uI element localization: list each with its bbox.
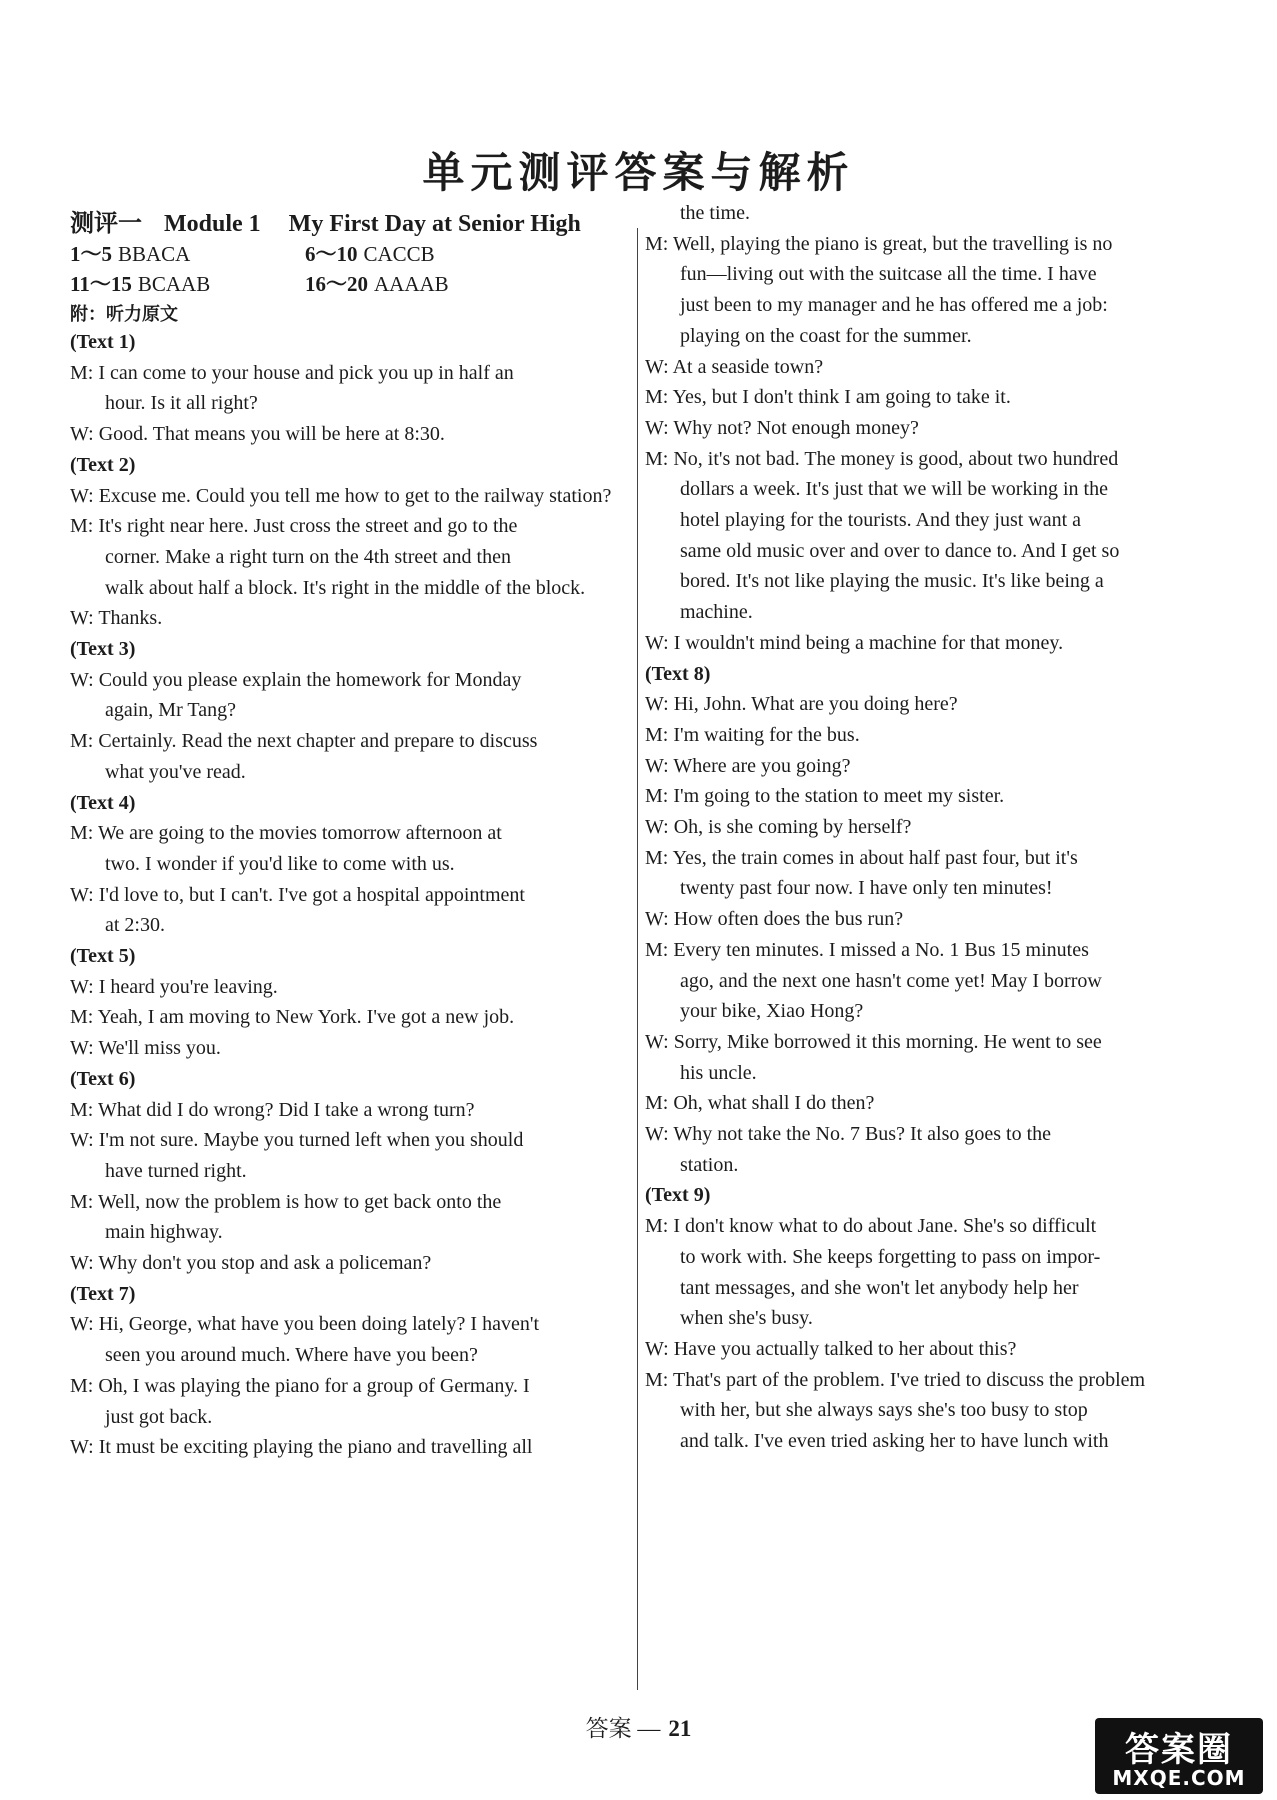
answer-range: 11～15	[70, 272, 132, 296]
transcript-line: W: Why not take the No. 7 Bus? It also goes to the	[645, 1123, 1052, 1145]
transcript-line: bored. It's not like playing the music. It's like being a	[680, 570, 1104, 593]
text-label: (Text 5)	[70, 945, 136, 967]
text-label: (Text 6)	[70, 1067, 136, 1090]
transcript-line: M: Yes, the train comes in about half past four, but it's	[645, 846, 1078, 869]
text-label: (Text 1)	[70, 331, 136, 353]
page-footer	[0, 1710, 1277, 1743]
text-label: (Text 4)	[70, 791, 136, 814]
transcript-line: what you've read.	[105, 760, 246, 783]
answer-group	[70, 238, 190, 268]
transcript-line: W: Oh, is she coming by herself?	[645, 816, 912, 838]
answer-group	[305, 238, 435, 268]
transcript-line: at 2:30.	[105, 914, 165, 937]
transcript-line: W: I'm not sure. Maybe you turned left when you should	[70, 1129, 524, 1152]
transcript-line: M: Yeah, I am moving to New York. I've got a new job.	[70, 1006, 515, 1029]
answer-value: BCAAB	[137, 272, 211, 296]
transcript-line: W: Thanks.	[70, 607, 163, 630]
module-label: Module 1	[164, 211, 261, 237]
transcript-line: station.	[680, 1153, 739, 1176]
transcript-line: machine.	[680, 601, 753, 624]
transcript-line: corner. Make a right turn on the 4th street and then	[105, 545, 511, 568]
answer-range: 6～10	[305, 242, 358, 266]
transcript-line: M: Every ten minutes. I missed a No. 1 Bus 15 minutes	[645, 938, 1089, 961]
watermark-logo	[1095, 1718, 1263, 1794]
text-label: (Text 9)	[645, 1184, 711, 1207]
transcript-line: W: Why not? Not enough money?	[645, 416, 919, 439]
transcript-line: have turned right.	[105, 1159, 247, 1182]
transcript-line: W: Where are you going?	[645, 754, 851, 777]
answer-value: CACCB	[363, 242, 435, 266]
transcript-line: W: Sorry, Mike borrowed it this morning. He went to see	[645, 1030, 1102, 1053]
column-divider	[637, 228, 638, 1690]
text-label: (Text 2)	[70, 453, 136, 476]
transcript-line: the time.	[680, 202, 750, 224]
watermark-text: 答案圈	[1125, 1730, 1233, 1770]
transcript-line: just been to my manager and he has offered me a job:	[680, 294, 1108, 317]
text-label: (Text 3)	[70, 638, 136, 660]
transcript-line: fun—living out with the suitcase all the time. I have	[680, 263, 1097, 286]
transcript-line: M: I don't know what to do about Jane. She's so difficult	[645, 1215, 1097, 1238]
transcript-line: M: Yes, but I don't think I am going to take it.	[645, 386, 1011, 409]
transcript-line: W: Good. That means you will be here at 8:30.	[70, 423, 445, 446]
transcript-line: M: Oh, I was playing the piano for a group of Germany. I	[70, 1374, 530, 1397]
transcript-line: M: Certainly. Read the next chapter and prepare to discuss	[70, 730, 538, 753]
test-number: 测评一	[70, 209, 142, 237]
transcript-line: to work with. She keeps forgetting to pass on impor-	[680, 1245, 1101, 1268]
transcript-line: main highway.	[105, 1221, 223, 1244]
transcript-line: M: Oh, what shall I do then?	[645, 1092, 875, 1115]
transcript-line: W: Hi, John. What are you doing here?	[645, 693, 958, 716]
transcript-line: walk about half a block. It's right in the middle of the block.	[105, 576, 586, 599]
transcript-line: your bike, Xiao Hong?	[680, 1000, 864, 1023]
transcript-line: M: Well, now the problem is how to get back onto the	[70, 1190, 502, 1213]
transcript-line: M: I'm going to the station to meet my sister.	[645, 785, 1005, 808]
appendix-label: 附：听力原文	[70, 304, 178, 325]
footer-label: 答案 —	[585, 1716, 661, 1741]
transcript-line: W: Have you actually talked to her about this?	[645, 1337, 1017, 1360]
module-title: My First Day at Senior High	[288, 211, 581, 237]
transcript-line: tant messages, and she won't let anybody help her	[680, 1276, 1079, 1299]
transcript-line: W: I wouldn't mind being a machine for that money.	[645, 631, 1064, 654]
transcript-line: dollars a week. It's just that we will be working in the	[680, 478, 1108, 501]
page-number: 21	[668, 1716, 692, 1741]
transcript-line: with her, but she always says she's too busy to stop	[680, 1399, 1088, 1422]
test-heading	[70, 203, 581, 238]
transcript-line: his uncle.	[680, 1061, 757, 1084]
transcript-line: W: It must be exciting playing the piano and travelling all	[70, 1436, 533, 1459]
transcript-line: M: It's right near here. Just cross the street and go to the	[70, 515, 518, 538]
transcript-line: W: Why don't you stop and ask a policeman?	[70, 1252, 432, 1274]
transcript-line: same old music over and over to dance to. And I get so	[680, 539, 1120, 562]
transcript-line: again, Mr Tang?	[105, 699, 236, 722]
page-title: 单元测评答案与解析	[422, 148, 855, 197]
transcript-line: M: That's part of the problem. I've tried to discuss the problem	[645, 1368, 1146, 1391]
transcript-line: seen you around much. Where have you been?	[105, 1344, 478, 1367]
answer-range: 16～20	[305, 272, 368, 296]
transcript-line: W: Excuse me. Could you tell me how to get to the railway station?	[70, 484, 612, 507]
transcript-line: W: Hi, George, what have you been doing lately? I haven't	[70, 1313, 540, 1336]
transcript-line: W: I heard you're leaving.	[70, 975, 278, 998]
transcript-line: M: Well, playing the piano is great, but the travelling is no	[645, 232, 1113, 255]
transcript-line: M: No, it's not bad. The money is good, about two hundred	[645, 447, 1119, 470]
transcript-line: M: What did I do wrong? Did I take a wrong turn?	[70, 1098, 475, 1121]
transcript-line: playing on the coast for the summer.	[680, 324, 972, 347]
transcript-line: hotel playing for the tourists. And they just want a	[680, 509, 1082, 531]
transcript-line: two. I wonder if you'd like to come with us.	[105, 852, 455, 875]
transcript-line: ago, and the next one hasn't come yet! May I borrow	[680, 969, 1102, 992]
transcript-line: W: I'd love to, but I can't. I've got a hospital appointment	[70, 883, 525, 906]
transcript-line: twenty past four now. I have only ten minutes!	[680, 877, 1053, 900]
transcript-line: W: How often does the bus run?	[645, 908, 904, 931]
answer-value: BBACA	[118, 242, 191, 266]
watermark-url: MXQE.COM	[1112, 1766, 1246, 1790]
transcript-line: W: Could you please explain the homework for Monday	[70, 668, 522, 691]
text-label: (Text 8)	[645, 662, 711, 685]
answer-group	[305, 268, 449, 298]
transcript-line: W: At a seaside town?	[645, 355, 824, 378]
transcript-line: M: We are going to the movies tomorrow afternoon at	[70, 822, 502, 845]
transcript-line: and talk. I've even tried asking her to have lunch with	[680, 1430, 1109, 1452]
transcript-line: when she's busy.	[680, 1307, 813, 1330]
answer-range: 1～5	[70, 242, 112, 266]
answer-group	[70, 268, 210, 298]
transcript-line: M: I can come to your house and pick you up in half an	[70, 361, 514, 384]
transcript-line: M: I'm waiting for the bus.	[645, 723, 860, 746]
answer-value: AAAAB	[374, 272, 449, 296]
transcript-line: hour. Is it all right?	[105, 392, 258, 415]
transcript-line: W: We'll miss you.	[70, 1037, 221, 1060]
text-label: (Text 7)	[70, 1282, 136, 1305]
transcript-line: just got back.	[105, 1405, 213, 1428]
